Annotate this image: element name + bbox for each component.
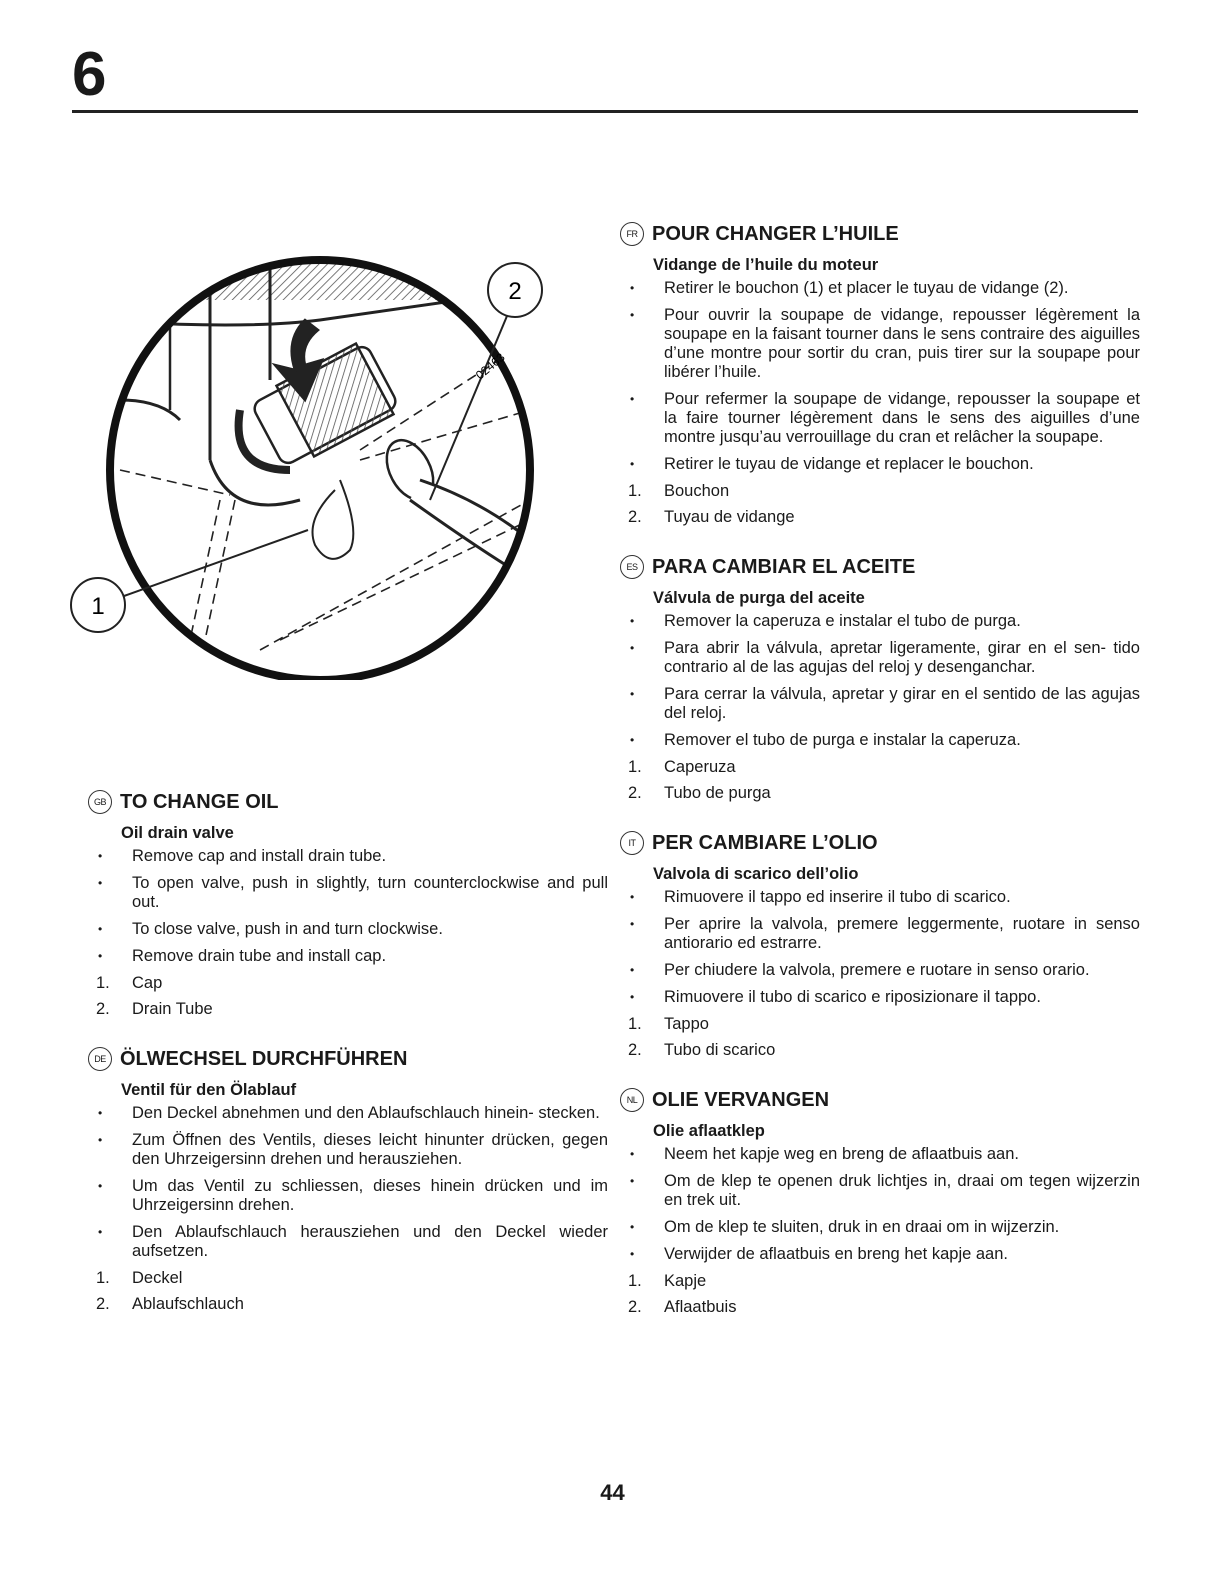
section-title: OLIE VERVANGEN <box>652 1088 830 1111</box>
bullet-item: • Para cerrar la válvula, apretar y girar en el sentido de las agujas del reloj. <box>620 685 1140 723</box>
bullet-item: • Remove drain tube and install cap. <box>88 947 608 966</box>
bullet-item: • Pour ouvrir la soupape de vidange, repousser légèrement la soupape en la faisant tourner dans le sens contraire des aiguilles d’une montre pour sortir du cran, puis tirer sur la soupape pour libérer l’huile. <box>620 306 1140 382</box>
callout-2: 2 <box>508 278 522 305</box>
section-de <box>88 1047 608 1314</box>
numbered-item: 1. Kapje <box>628 1272 707 1290</box>
bullet-item: • Retirer le tuyau de vidange et replacer le bouchon. <box>620 455 1140 474</box>
left-column <box>88 790 608 1342</box>
bullet-item: • Remover el tubo de purga e instalar la caperuza. <box>620 731 1140 750</box>
bullet-item: • Rimuovere il tubo di scarico e riposizionare il tappo. <box>620 988 1140 1007</box>
numbered-item: 1. Bouchon <box>628 482 730 500</box>
language-badge-it: IT <box>620 831 644 855</box>
chapter-number: 6 <box>72 40 107 109</box>
section-title: TO CHANGE OIL <box>120 790 279 813</box>
numbered-item: 1. Deckel <box>96 1269 183 1287</box>
section-subtitle: Válvula de purga del aceite <box>653 589 865 607</box>
right-column <box>620 222 1140 1345</box>
numbered-item: 1. Cap <box>96 974 163 992</box>
section-subtitle: Ventil für den Ölablauf <box>121 1081 297 1099</box>
oil-drain-valve-illustration <box>60 200 560 680</box>
section-fr <box>620 222 1140 527</box>
bullet-item: • To open valve, push in slightly, turn counterclockwise and pull out. <box>88 874 608 912</box>
bullet-item: • Den Deckel abnehmen und den Ablaufschlauch hinein- stecken. <box>88 1104 608 1123</box>
bullet-item: • Neem het kapje weg en breng de aflaatbuis aan. <box>620 1145 1140 1164</box>
bullet-item: • Rimuovere il tappo ed inserire il tubo di scarico. <box>620 888 1140 907</box>
numbered-item: 1. Tappo <box>628 1015 709 1033</box>
figure-ref-code: 02463 <box>472 350 508 383</box>
bullet-item: • Verwijder de aflaatbuis en breng het kapje aan. <box>620 1245 1140 1264</box>
bullet-item: • Um das Ventil zu schliessen, dieses hinein drücken und im Uhrzeigersinn drehen. <box>88 1177 608 1215</box>
section-gb <box>88 790 608 1019</box>
language-badge-es: ES <box>620 555 644 579</box>
section-title: POUR CHANGER L’HUILE <box>652 222 899 245</box>
bullet-item: • To close valve, push in and turn clockwise. <box>88 920 608 939</box>
bullet-item: • Per chiudere la valvola, premere e ruotare in senso orario. <box>620 961 1140 980</box>
language-badge-de: DE <box>88 1047 112 1071</box>
section-title: ÖLWECHSEL DURCHFÜHREN <box>120 1047 408 1070</box>
section-subtitle: Valvola di scarico dell’olio <box>653 865 859 883</box>
bullet-item: • Om de klep te sluiten, druk in en draai om in wijzerzin. <box>620 1218 1140 1237</box>
bullet-item: • Den Ablaufschlauch herausziehen und den Deckel wieder aufsetzen. <box>88 1223 608 1261</box>
numbered-item: 1. Caperuza <box>628 758 736 776</box>
bullet-item: • Para abrir la válvula, apretar ligeramente, girar en el sen- tido contrario al de las agujas del reloj y desenganchar. <box>620 639 1140 677</box>
numbered-item: 2. Drain Tube <box>96 1000 213 1018</box>
language-badge-gb: GB <box>88 790 112 814</box>
section-title: PER CAMBIARE L’OLIO <box>652 831 878 854</box>
section-subtitle: Olie aflaatklep <box>653 1122 765 1140</box>
numbered-item: 2. Ablaufschlauch <box>96 1295 244 1313</box>
header-rule <box>72 110 1138 113</box>
numbered-item: 2. Tubo de purga <box>628 784 771 802</box>
page-number: 44 <box>600 1480 625 1505</box>
section-title: PARA CAMBIAR EL ACEITE <box>652 555 916 578</box>
section-subtitle: Oil drain valve <box>121 824 234 842</box>
section-es <box>620 555 1140 803</box>
bullet-item: • Remover la caperuza e instalar el tubo de purga. <box>620 612 1140 631</box>
bullet-item: • Retirer le bouchon (1) et placer le tuyau de vidange (2). <box>620 279 1140 298</box>
section-it <box>620 831 1140 1060</box>
language-badge-nl: NL <box>620 1088 644 1112</box>
callout-1: 1 <box>91 593 105 620</box>
numbered-item: 2. Tuyau de vidange <box>628 508 795 526</box>
bullet-item: • Remove cap and install drain tube. <box>88 847 608 866</box>
language-badge-fr: FR <box>620 222 644 246</box>
numbered-item: 2. Tubo di scarico <box>628 1041 776 1059</box>
bullet-item: • Per aprire la valvola, premere leggermente, ruotare in senso antiorario ed estrarre. <box>620 915 1140 953</box>
section-nl <box>620 1088 1140 1317</box>
bullet-item: • Zum Öffnen des Ventils, dieses leicht hinunter drücken, gegen den Uhrzeigersinn drehen und herausziehen. <box>88 1131 608 1169</box>
bullet-item: • Pour refermer la soupape de vidange, repousser la soupape et la faire tourner légèrement dans le sens des aiguilles d’une montre jusqu’au verrouillage du cran et relâcher la soupape. <box>620 390 1140 447</box>
section-subtitle: Vidange de l’huile du moteur <box>653 256 879 274</box>
numbered-item: 2. Aflaatbuis <box>628 1298 737 1316</box>
bullet-item: • Om de klep te openen druk lichtjes in, draai om tegen wijzerzin en trek uit. <box>620 1172 1140 1210</box>
